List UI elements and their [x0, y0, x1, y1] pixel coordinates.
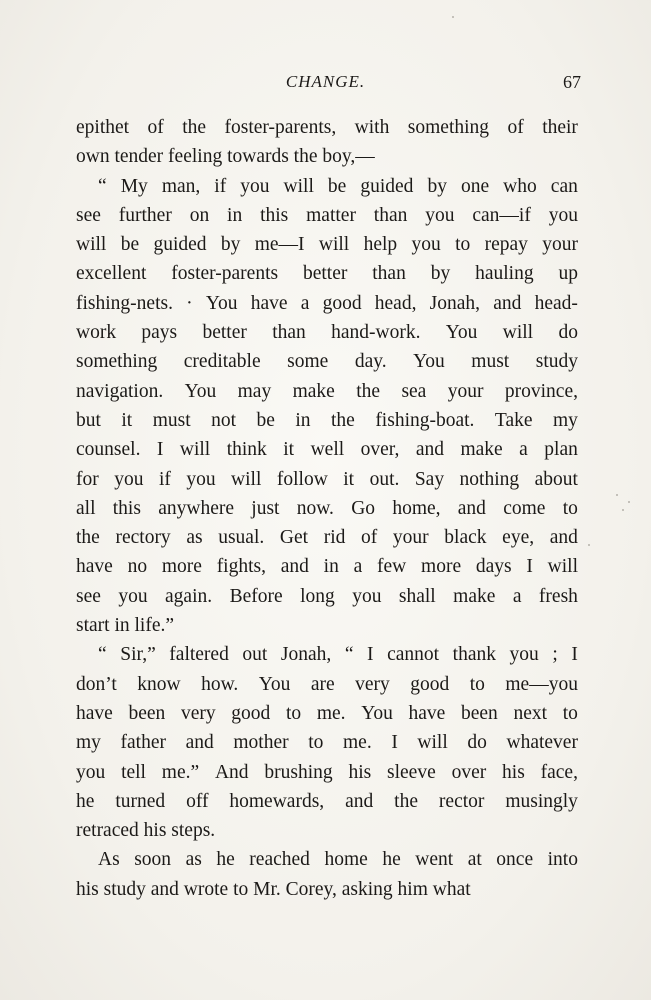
text-line: own tender feeling towards the boy,— — [76, 146, 375, 168]
paper-speck — [452, 16, 454, 18]
text-line: the rectory as usual. Get rid of your black eye, and — [76, 527, 578, 549]
paper-speck — [622, 509, 624, 511]
paragraph — [76, 113, 578, 172]
text-line: for you if you will follow it out. Say nothing about — [76, 468, 578, 490]
text-line: excellent foster-parents better than by hauling up — [76, 263, 578, 285]
text-line: don’t know how. You are very good to me—you — [76, 673, 578, 695]
text-line: see further on in this matter than you can—if you — [76, 204, 578, 226]
text-line: fishing-nets. · You have a good head, Jonah, and head- — [76, 292, 578, 314]
paragraph — [76, 640, 578, 845]
text-line: have been very good to me. You have been next to — [76, 702, 578, 724]
text-line: all this anywhere just now. Go home, and come to — [76, 497, 578, 519]
paper-speck — [628, 501, 630, 503]
text-line: epithet of the foster-parents, with something of their — [76, 117, 578, 138]
text-line: start in life.” — [76, 615, 175, 637]
text-line: he turned off homewards, and the rector musingly — [76, 790, 578, 812]
paragraph — [76, 172, 578, 641]
text-line: work pays better than hand-work. You will do — [76, 322, 578, 344]
text-line: “ Sir,” faltered out Jonah, “ I cannot thank you ; I — [98, 644, 578, 666]
running-head — [0, 72, 651, 98]
text-line: counsel. I will think it well over, and make a plan — [76, 439, 578, 461]
text-line: As soon as he reached home he went at once into — [98, 849, 578, 871]
text-line: will be guided by me—I will help you to repay your — [76, 234, 578, 256]
text-line: his study and wrote to Mr. Corey, asking him what — [76, 878, 471, 900]
paper-speck — [588, 544, 590, 546]
text-line: you tell me.” And brushing his sleeve over his face, — [76, 761, 578, 783]
page-number: 67 — [563, 72, 581, 92]
body-text — [76, 113, 578, 904]
text-line: “ My man, if you will be guided by one who can — [98, 175, 578, 197]
text-line: something creditable some day. You must study — [76, 351, 578, 373]
text-line: retraced his steps. — [76, 820, 216, 842]
text-line: have no more fights, and in a few more days I will — [76, 556, 578, 578]
text-line: my father and mother to me. I will do whatever — [76, 732, 578, 754]
text-line: but it must not be in the fishing-boat. Take my — [76, 409, 578, 431]
paragraph — [76, 845, 578, 904]
text-line: navigation. You may make the sea your province, — [76, 380, 578, 402]
text-line: see you again. Before long you shall make a fresh — [76, 585, 578, 607]
chapter-title: CHANGE. — [285, 72, 366, 91]
paper-speck — [616, 494, 618, 496]
